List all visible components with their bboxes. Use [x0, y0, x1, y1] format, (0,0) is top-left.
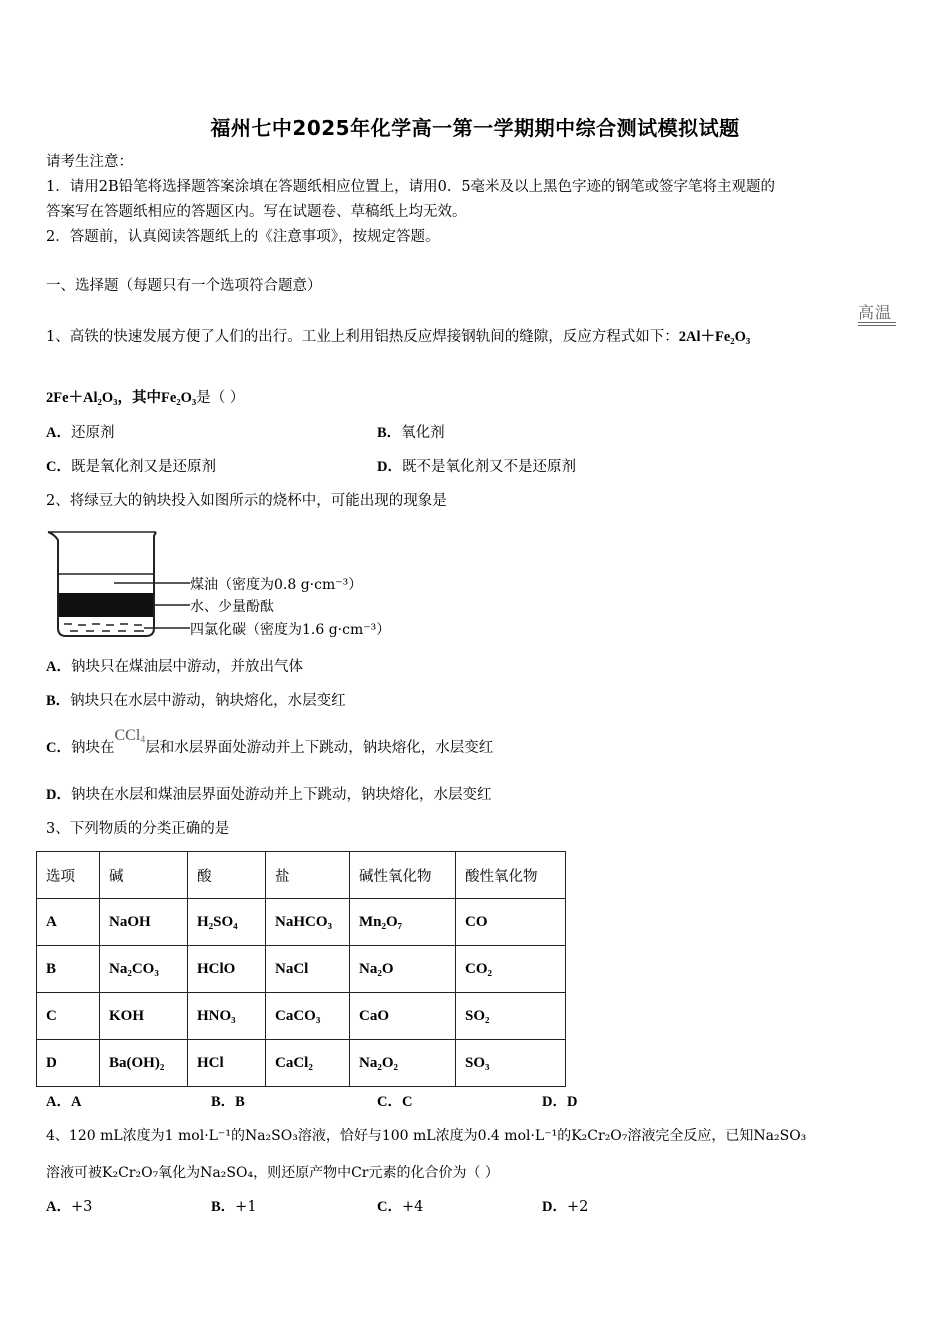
question-1-stem-continued: [46, 388, 244, 408]
table-cell: Mn₂O₇: [350, 899, 456, 946]
table-cell: CaCO₃: [266, 993, 350, 1040]
table-header: 碱性氧化物: [350, 852, 456, 899]
table-cell: SO₂: [456, 993, 566, 1040]
table-cell: CaCl₂: [266, 1040, 350, 1087]
table-cell: SO₃: [456, 1040, 566, 1087]
table-header-row: [37, 852, 566, 899]
question-1-stem: [46, 327, 750, 347]
table-header: 盐: [266, 852, 350, 899]
question-1-option-d[interactable]: D．既不是氧化剂又不是还原剂: [377, 459, 576, 475]
equals-line-bottom: [858, 325, 896, 326]
table-cell: KOH: [100, 993, 188, 1040]
question-3-option-b[interactable]: B．B: [211, 1094, 245, 1110]
question-1-option-c[interactable]: C．既是氧化剂又是还原剂: [46, 459, 216, 475]
table-cell: NaOH: [100, 899, 188, 946]
page-title: 福州七中2025年化学高一第一学期期中综合测试模拟试题: [210, 116, 740, 140]
table-row: [37, 946, 566, 993]
table-cell: Ba(OH)₂: [100, 1040, 188, 1087]
question-1-stem-text: 1、高铁的快速发展方便了人们的出行。工业上利用铝热反应焊接钢轨间的缝隙，反应方程式如下：: [46, 329, 679, 345]
question-4-option-c[interactable]: C．+4: [377, 1199, 424, 1215]
table-cell: NaHCO₃: [266, 899, 350, 946]
question-2-option-c[interactable]: C．钠块在CCl$_4$层和水层界面处游动并上下跳动，钠块熔化，水层变红: [46, 727, 494, 756]
table-cell: A: [37, 899, 100, 946]
kerosene-label: 煤油（密度为0.8 g·cm⁻³）: [190, 577, 363, 593]
question-2-option-d[interactable]: D．钠块在水层和煤油层界面处游动并上下跳动，钠块熔化，水层变红: [46, 787, 492, 803]
question-3-option-d[interactable]: D．D: [542, 1094, 578, 1110]
table-cell: CO: [456, 899, 566, 946]
table-cell: B: [37, 946, 100, 993]
question-1-option-b[interactable]: B．氧化剂: [377, 425, 445, 441]
question-4-stem-line-1: 4、120 mL浓度为1 mol·L⁻¹的Na₂SO₃溶液，恰好与100 mL浓度为0.4 mol·L⁻¹的K₂Cr₂O₇溶液完全反应，已知Na₂SO₃: [46, 1128, 807, 1144]
question-1-option-a[interactable]: A．还原剂: [46, 425, 115, 441]
table-header: 碱: [100, 852, 188, 899]
question-1-equation-right: 2Fe＋Al₂O₃，其中: [46, 390, 162, 406]
question-1-species: Fe₂O₃: [161, 390, 197, 406]
table-cell: HCl: [188, 1040, 266, 1087]
table-row: [37, 899, 566, 946]
notice-item-1-line-1: 1．请用2B铅笔将选择题答案涂填在答题纸相应位置上，请用0．5毫米及以上黑色字迹的钢笔或签字笔将主观题的: [46, 179, 776, 195]
question-4-option-b[interactable]: B．+1: [211, 1199, 257, 1215]
question-2-option-a[interactable]: A．钠块只在煤油层中游动，并放出气体: [46, 659, 303, 675]
table-header: 酸性氧化物: [456, 852, 566, 899]
table-row: [37, 993, 566, 1040]
question-1-blank: 是（ ）: [196, 390, 245, 406]
notice-item-2: 2．答题前，认真阅读答题纸上的《注意事项》，按规定答题。: [46, 229, 440, 245]
table-cell: Na₂O₂: [350, 1040, 456, 1087]
classification-table: [36, 851, 566, 1087]
table-cell: C: [37, 993, 100, 1040]
question-4-stem-line-2: 溶液可被K₂Cr₂O₇氧化为Na₂SO₄，则还原产物中Cr元素的化合价为（ ）: [46, 1165, 499, 1181]
ccl4-formula: CCl$_4$: [114, 727, 146, 746]
water-label: 水、少量酚酞: [190, 599, 274, 615]
table-cell: HNO₃: [188, 993, 266, 1040]
reaction-condition: 高温: [858, 303, 893, 322]
table-cell: HClO: [188, 946, 266, 993]
question-1-equation-left: 2Al＋Fe₂O₃: [678, 329, 751, 345]
notice-item-1-line-2: 答案写在答题纸相应的答题区内。写在试题卷、草稿纸上均无效。: [46, 204, 467, 220]
notice-heading: 请考生注意：: [46, 154, 133, 170]
question-3-stem: 3、下列物质的分类正确的是: [46, 821, 230, 837]
question-2-option-b[interactable]: B．钠块只在水层中游动，钠块熔化，水层变红: [46, 693, 346, 709]
table-cell: Na₂CO₃: [100, 946, 188, 993]
table-cell: NaCl: [266, 946, 350, 993]
section-heading: 一、选择题（每题只有一个选项符合题意）: [46, 278, 322, 294]
question-2-stem: 2、将绿豆大的钠块投入如图所示的烧杯中，可能出现的现象是: [46, 493, 447, 509]
table-cell: Na₂O: [350, 946, 456, 993]
question-3-option-c[interactable]: C．C: [377, 1094, 413, 1110]
table-cell: D: [37, 1040, 100, 1087]
beaker-figure: [44, 528, 444, 648]
question-4-option-a[interactable]: A．+3: [46, 1199, 93, 1215]
table-row: [37, 1040, 566, 1087]
question-4-option-d[interactable]: D．+2: [542, 1199, 589, 1215]
table-cell: CO₂: [456, 946, 566, 993]
question-3-option-a[interactable]: A．A: [46, 1094, 82, 1110]
table-cell: CaO: [350, 993, 456, 1040]
table-header: 酸: [188, 852, 266, 899]
table-cell: H₂SO₄: [188, 899, 266, 946]
equals-line-top: [858, 322, 896, 323]
ccl4-label: 四氯化碳（密度为1.6 g·cm⁻³）: [190, 622, 391, 638]
table-header: 选项: [37, 852, 100, 899]
